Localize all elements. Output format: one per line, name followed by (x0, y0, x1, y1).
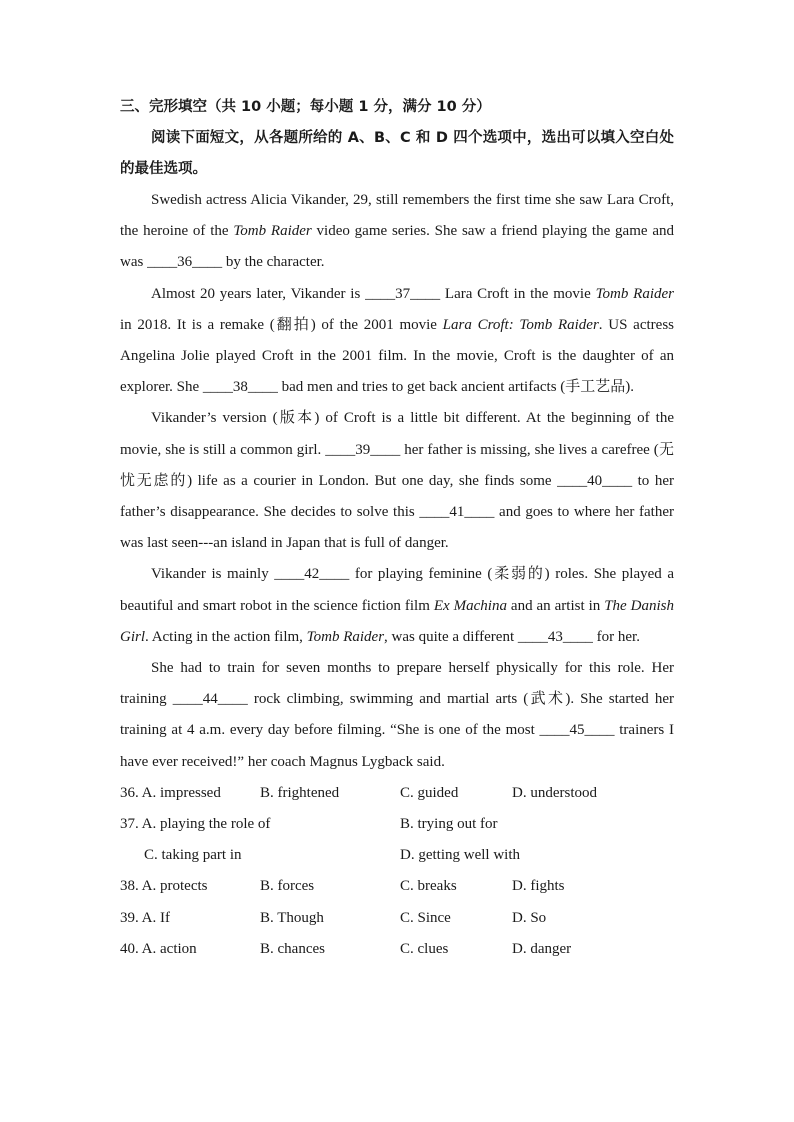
question-37-line-2 (120, 840, 674, 871)
p1-title-tomb-raider: Tomb Raider (233, 223, 312, 240)
question-40 (120, 934, 674, 965)
q38-option-d: D. fights (512, 878, 565, 895)
q37-option-a: 37. A. playing the role of (120, 816, 271, 833)
p1-text-b: video game series. She saw a friend playing the game and was ____36____ by the character. (120, 223, 674, 271)
passage-paragraph-3: Vikander’s version (版本) of Croft is a little bit different. At the beginning of the movie, she is still a common girl. ____39____ her father is missing, she lives a carefree (无忧无虑的) life as a courier in London. But one day, she finds some ____40____ to her father’s disappearance. She decides to solve this ____41____ and goes to where her father was last seen---an island in Japan that is full of danger. (120, 410, 674, 552)
q36-option-a: 36. A. impressed (120, 784, 221, 801)
q40-option-d: D. danger (512, 940, 572, 957)
q39-option-d: D. So (512, 909, 547, 926)
q39-option-b: B. Though (260, 909, 324, 926)
p2-text-b: in 2018. It is a remake (翻拍) of the 2001 movie (120, 316, 443, 333)
q37-option-b: B. trying out for (400, 816, 498, 833)
p4-title-ex-machina: Ex Machina (433, 597, 507, 614)
q39-option-a: 39. A. If (120, 909, 170, 926)
section-title: 三、完形填空（共 10 小题；每小题 1 分，满分 10 分） (120, 99, 491, 115)
p2-title-tomb-raider: Tomb Raider (595, 285, 674, 302)
passage-paragraph-2 (120, 279, 674, 404)
q38-option-b: B. forces (260, 878, 315, 895)
q40-option-b: B. chances (260, 940, 325, 957)
exam-page (120, 92, 674, 965)
p4-text-d: , was quite a different ____43____ for her. (384, 628, 640, 645)
q39-option-c: C. Since (400, 909, 451, 926)
q37-option-c: C. taking part in (144, 847, 242, 864)
question-37-line-1 (120, 809, 674, 840)
p2-title-lara-croft: Lara Croft: Tomb Raider (442, 316, 599, 333)
passage-paragraph-4 (120, 559, 674, 653)
q36-option-b: B. frightened (260, 784, 340, 801)
question-options (120, 778, 674, 965)
p2-text-c: . US actress Angelina Jolie played Croft in the 2001 film. In the movie, Croft is the daughter of an explorer. She ____38____ bad men and tries to get back ancient artifacts (手工艺品). (120, 316, 674, 396)
q37-option-d: D. getting well with (400, 847, 520, 864)
q40-option-a: 40. A. action (120, 940, 197, 957)
q36-option-c: C. guided (400, 784, 459, 801)
p4-title-danish-girl: The Danish Girl (120, 597, 675, 645)
p2-text-a: Almost 20 years later, Vikander is ____37____ Lara Croft in the movie (151, 285, 596, 302)
q38-option-a: 38. A. protects (120, 878, 208, 895)
q38-option-c: C. breaks (400, 878, 457, 895)
p4-text-c: . Acting in the action film, (145, 628, 307, 645)
passage-paragraph-5: She had to train for seven months to prepare herself physically for this role. Her training ____44____ rock climbing, swimming and martial arts (武术). She started her training at 4 a.m. every day before filming. “She is one of the most ____45____ trainers I have ever received!” her coach Magnus Lygback said. (120, 660, 674, 770)
p4-text-a: Vikander is mainly ____42____ for playing feminine (柔弱的) roles. She played a beautiful and smart robot in the science fiction film (120, 566, 674, 614)
passage-paragraph-1 (120, 185, 674, 279)
question-36 (120, 778, 674, 809)
section-instruction: 阅读下面短文，从各题所给的 A、B、C 和 D 四个选项中，选出可以填入空白处的最佳选项。 (120, 130, 674, 177)
p4-text-b: and an artist in (506, 597, 605, 614)
q40-option-c: C. clues (400, 940, 449, 957)
question-38 (120, 871, 674, 902)
q36-option-d: D. understood (512, 784, 597, 801)
question-39 (120, 903, 674, 934)
p1-text-a: Swedish actress Alicia Vikander, 29, still remembers the first time she saw Lara Croft, the heroine of the (120, 192, 674, 240)
p4-title-tomb-raider: Tomb Raider (306, 628, 385, 645)
